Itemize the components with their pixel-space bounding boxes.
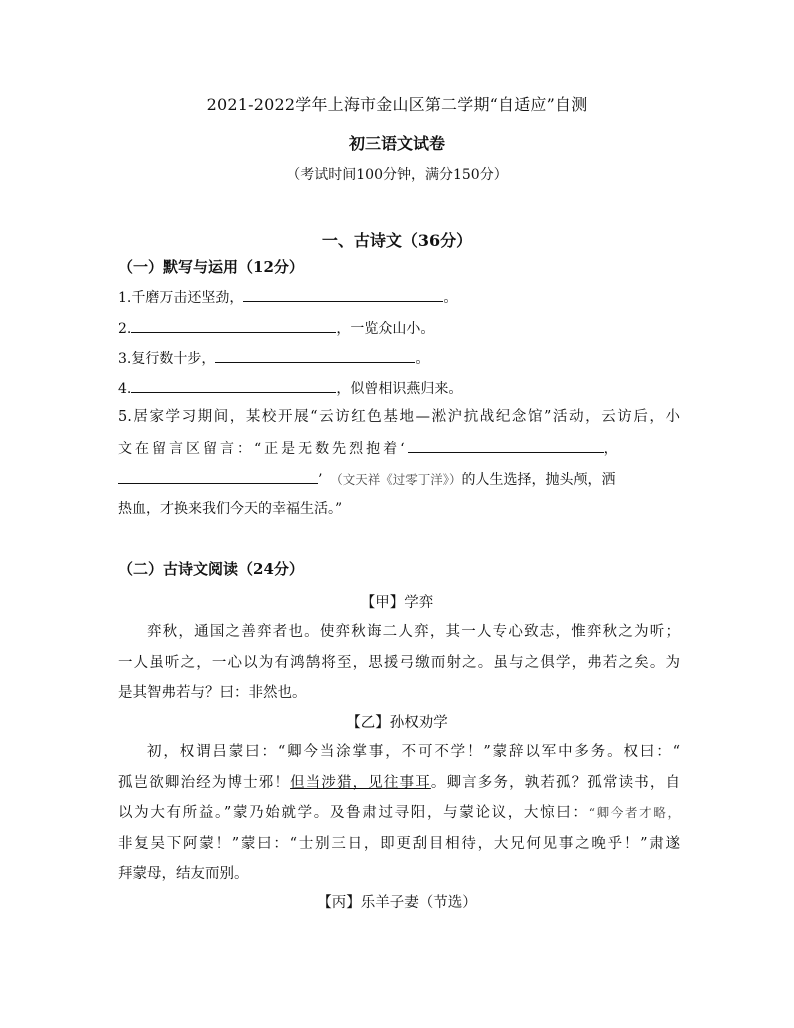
q5-line3-quote: ’	[318, 472, 323, 488]
yi-underlined-sentence: 但当涉猎，见往事耳	[290, 774, 431, 791]
passage-jia	[118, 617, 680, 709]
q5-line2-suffix: ，	[603, 441, 618, 457]
yi-line2-b: 。卿言多务，孰若孤？孤常读书，自	[430, 774, 681, 791]
part1-heading: （一）默写与运用（12分）	[118, 258, 304, 276]
yi-line2-a: 孤岂欲卿治经为博士邪！	[118, 774, 291, 791]
passage-jia-title: 【甲】学弈	[360, 595, 434, 611]
q2-prefix: 2.	[118, 321, 132, 337]
yi-line3-small: “卿今者才略，	[588, 805, 680, 820]
question-5-line-1: 5.居家学习期间，某校开展“云访红色基地—淞沪抗战纪念馆”活动，云访后，小	[118, 409, 680, 425]
section-heading-poetry: 一、古诗文（36分）	[321, 231, 473, 250]
yi-line3-a: 以为大有所益。”蒙乃始就学。及鲁肃过寻阳，与蒙论议，大惊曰：	[118, 805, 589, 821]
exam-title: 2021-2022学年上海市金山区第二学期“自适应”自测	[206, 95, 588, 114]
q5-blank-1[interactable]	[408, 438, 604, 453]
q4-blank[interactable]	[131, 378, 336, 393]
passage-yi-line-1: 初，权谓吕蒙曰：“卿今当涂掌事，不可不学！”蒙辞以军中多务。权曰：“	[147, 744, 680, 760]
question-3	[118, 348, 429, 369]
question-1	[118, 287, 457, 308]
q5-line3-suffix: 的人生选择，抛头颅，洒	[461, 472, 616, 488]
q5-citation: （文天祥《过零丁洋》）	[336, 472, 462, 487]
passage-jia-line-2: 一人虽听之，一心以为有鸿鹄将至，思援弓缴而射之。虽与之俱学，弗若之矣。为	[118, 654, 680, 671]
q5-blank-2[interactable]	[118, 469, 318, 484]
q4-suffix: ，似曾相识燕归来。	[336, 381, 463, 397]
passage-yi	[118, 737, 680, 890]
part2-heading: （二）古诗文阅读（24分）	[118, 560, 304, 578]
q2-blank[interactable]	[131, 318, 336, 333]
q5-line2-prefix: 文在留言区留言：“正是无数先烈抱着‘	[118, 441, 408, 457]
question-2	[118, 318, 434, 339]
passage-bing-title: 【丙】乐羊子妻（节选）	[317, 895, 477, 911]
question-5-line-2	[118, 438, 680, 459]
q3-blank[interactable]	[215, 348, 415, 363]
passage-yi-title: 【乙】孙权劝学	[346, 715, 448, 731]
q4-prefix: 4.	[118, 381, 132, 397]
passage-yi-line-3	[118, 798, 680, 829]
passage-yi-line-5: 拜蒙母，结友而别。	[118, 866, 249, 882]
exam-note: （考试时间100分钟，满分150分）	[286, 167, 508, 183]
question-5-line-4: 热血，才换来我们今天的幸福生活。”	[118, 501, 343, 517]
passage-jia-line-1: 弈秋，通国之善弈者也。使弈秋诲二人弈，其一人专心致志，惟弈秋之为听；	[147, 624, 680, 640]
q1-suffix: 。	[443, 290, 458, 306]
q3-prefix: 3.复行数十步，	[118, 351, 216, 367]
exam-subtitle: 初三语文试卷	[348, 134, 445, 153]
question-5-line-3	[118, 469, 615, 490]
q3-suffix: 。	[415, 351, 430, 367]
q2-suffix: ，一览众山小。	[336, 321, 435, 337]
q1-blank[interactable]	[243, 287, 443, 302]
passage-yi-line-4: 非复吴下阿蒙！”蒙曰：“士别三日，即更刮目相待，大兄何见事之晚乎！”肃遂	[118, 835, 680, 852]
q1-prefix: 1.千磨万击还坚劲，	[118, 290, 244, 306]
passage-yi-line-2	[118, 768, 680, 799]
passage-jia-line-3: 是其智弗若与？曰：非然也。	[118, 685, 307, 701]
question-4	[118, 378, 462, 399]
